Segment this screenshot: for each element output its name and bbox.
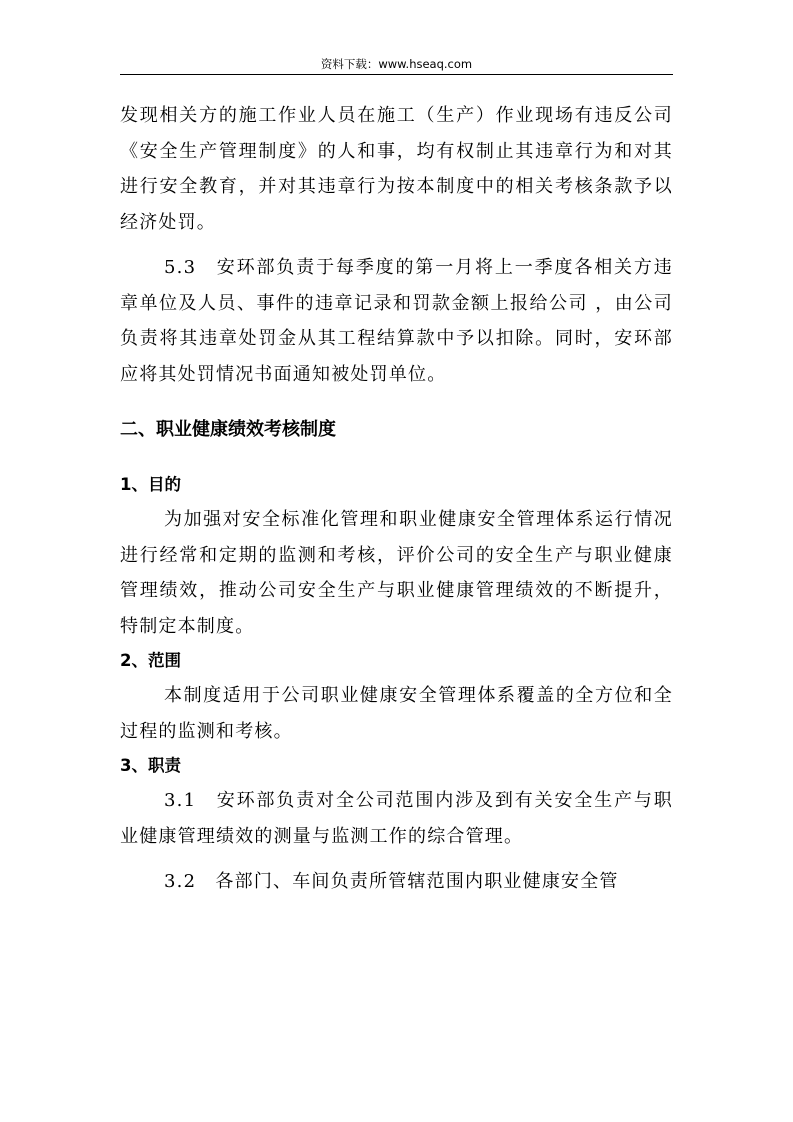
paragraph-purpose: 为加强对安全标准化管理和职业健康安全管理体系运行情况进行经常和定期的监测和考核，评价公司的安全生产与职业健康管理绩效，推动公司安全生产与职业健康管理绩效的不断提升，特制定本制度。: [120, 509, 673, 637]
paragraph-5-3: 5.3 安环部负责于每季度的第一月将上一季度各相关方违章单位及人员、事件的违章记录和罚款金额上报给公司 ，由公司负责将其违章处罚金从其工程结算款中予以扣除。同时，安环部应将其处罚情况书面通知被处罚单位。: [120, 257, 673, 385]
paragraph-violation-reporting: 发现相关方的施工作业人员在施工（生产）作业现场有违反公司《安全生产管理制度》的人和事，均有权制止其违章行为和对其进行安全教育，并对其违章行为按本制度中的相关考核条款予以经济处罚。: [120, 105, 673, 233]
section-title: 二、职业健康绩效考核制度: [120, 419, 336, 440]
heading-scope: 2、范围: [120, 651, 181, 670]
heading-purpose: 1、目的: [120, 475, 181, 494]
heading-duty: 3、职责: [120, 756, 181, 775]
paragraph-duty-3-1: 3.1 安环部负责对全公司范围内涉及到有关安全生产与职业健康管理绩效的测量与监测工作的综合管理。: [120, 790, 673, 847]
paragraph-scope: 本制度适用于公司职业健康安全管理体系覆盖的全方位和全过程的监测和考核。: [120, 685, 673, 742]
document-body: [120, 98, 673, 900]
paragraph-duty-3-2: 3.2 各部门、车间负责所管辖范围内职业健康安全管: [164, 871, 619, 892]
header-text: 资料下载：www.hseaq.com: [320, 57, 473, 71]
page-header: [120, 56, 673, 75]
